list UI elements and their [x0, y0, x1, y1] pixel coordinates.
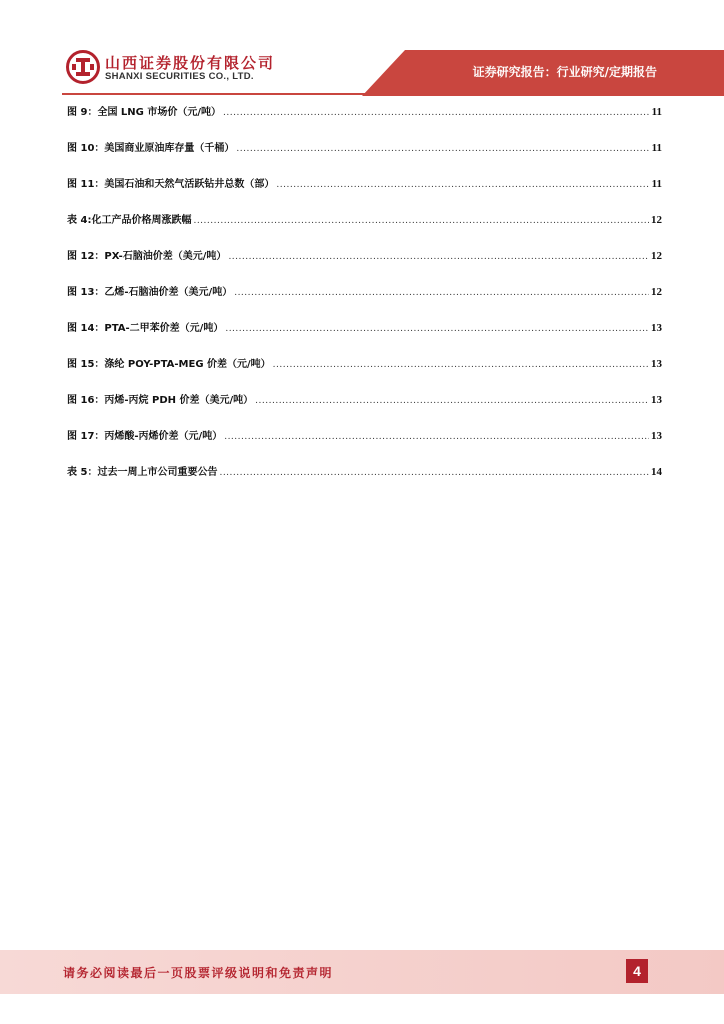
toc-leader-dots: [273, 356, 649, 374]
toc-entry[interactable]: [67, 175, 662, 211]
toc-leader-dots: [193, 212, 649, 230]
toc-leader-dots: [236, 140, 649, 158]
toc-entry[interactable]: [67, 139, 662, 175]
toc-entry-label: 表 4:化工产品价格周涨跌幅: [67, 215, 192, 226]
toc-entry[interactable]: [67, 427, 662, 463]
report-type: 证券研究报告：行业研究/定期报告: [472, 65, 657, 79]
toc-leader-dots: [224, 428, 649, 446]
toc-leader-dots: [219, 464, 649, 482]
toc-entry-label: 图 17：丙烯酸-丙烯价差（元/吨）: [67, 431, 223, 442]
toc-entry-page: 11: [651, 178, 662, 190]
toc-entry-label: 图 14：PTA-二甲苯价差（元/吨）: [67, 323, 224, 334]
page-header: [0, 0, 724, 96]
toc-entry[interactable]: [67, 283, 662, 319]
header-divider: [62, 93, 662, 95]
toc-entry-page: 13: [651, 430, 662, 442]
toc-entry-label: 表 5：过去一周上市公司重要公告: [67, 467, 218, 478]
toc-leader-dots: [276, 176, 649, 194]
toc-leader-dots: [223, 104, 650, 122]
toc-entry-label: 图 9：全国 LNG 市场价（元/吨）: [67, 107, 222, 118]
toc-entry-page: 13: [651, 322, 662, 334]
toc-entry-label: 图 13：乙烯-石脑油价差（美元/吨）: [67, 287, 233, 298]
company-name-cn: 山西证券股份有限公司: [105, 54, 276, 72]
toc-leader-dots: [234, 284, 649, 302]
toc-entry-page: 11: [651, 106, 662, 118]
toc-entry[interactable]: [67, 103, 662, 139]
page-number: 4: [626, 959, 648, 983]
toc-entry[interactable]: [67, 247, 662, 283]
toc-entry[interactable]: [67, 463, 662, 499]
toc-entry[interactable]: [67, 319, 662, 355]
toc-entry-label: 图 10：美国商业原油库存量（千桶）: [67, 143, 235, 154]
toc-entry-page: 13: [651, 394, 662, 406]
company-name-en: SHANXI SECURITIES CO., LTD.: [105, 71, 254, 82]
toc-entry[interactable]: [67, 391, 662, 427]
toc-entry-page: 13: [651, 358, 662, 370]
toc-entry-page: 12: [651, 214, 662, 226]
toc-leader-dots: [255, 392, 649, 410]
toc-entry-page: 14: [651, 466, 662, 478]
footer-disclaimer: 请务必阅读最后一页股票评级说明和免责声明: [63, 966, 334, 980]
toc-entry-label: 图 16：丙烯-丙烷 PDH 价差（美元/吨）: [67, 395, 254, 406]
company-logo-icon: [66, 50, 100, 84]
toc-entry-label: 图 15：涤纶 POY-PTA-MEG 价差（元/吨）: [67, 359, 271, 370]
toc-entry-page: 11: [651, 142, 662, 154]
toc-entry-page: 12: [651, 250, 662, 262]
toc-entry-label: 图 12：PX-石脑油价差（美元/吨）: [67, 251, 227, 262]
page-footer: [0, 950, 724, 994]
toc-entry[interactable]: [67, 211, 662, 247]
toc-leader-dots: [225, 320, 649, 338]
toc-leader-dots: [228, 248, 649, 266]
toc-entry-label: 图 11：美国石油和天然气活跃钻井总数（部）: [67, 179, 275, 190]
toc-entry[interactable]: [67, 355, 662, 391]
table-of-contents: [67, 103, 662, 499]
toc-entry-page: 12: [651, 286, 662, 298]
